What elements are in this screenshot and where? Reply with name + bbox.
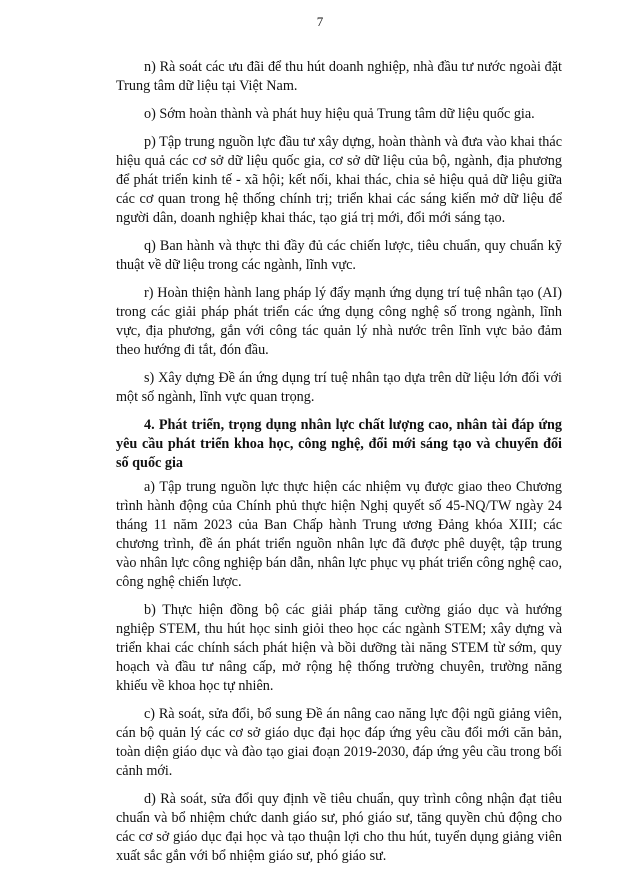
paragraph-o: o) Sớm hoàn thành và phát huy hiệu quả Trung tâm dữ liệu quốc gia. bbox=[144, 106, 535, 122]
document-body bbox=[116, 58, 562, 875]
paragraph-a: a) Tập trung nguồn lực thực hiện các nhiệm vụ được giao theo Chương trình hành động của Chính phủ thực hiện Nghị quyết số 45-NQ/TW ngày 24 tháng 11 năm 2023 của Ban Chấp hành Trung ương Đảng khóa XIII; các chương trình, đề án phát triển nguồn nhân lực đã được phê duyệt, tập trung vào nhân lực công nghiệp bán dẫn, nhân lực phục vụ phát triển công nghệ cao, công nghệ chiến lược. bbox=[116, 479, 562, 590]
paragraph-r: r) Hoàn thiện hành lang pháp lý đẩy mạnh ứng dụng trí tuệ nhân tạo (AI) trong các giải pháp phát triển các ứng dụng công nghệ số trong ngành, lĩnh vực, địa phương, gắn với công tác quản lý nhà nước trên lĩnh vực bảo đảm theo hướng đi tắt, đón đầu. bbox=[116, 285, 562, 358]
section-heading: 4. Phát triển, trọng dụng nhân lực chất lượng cao, nhân tài đáp ứng yêu cầu phát triển khoa học, công nghệ, đổi mới sáng tạo và chuyển đổi số quốc gia bbox=[116, 417, 562, 471]
page-number: 7 bbox=[316, 14, 324, 29]
paragraph-p: p) Tập trung nguồn lực đầu tư xây dựng, hoàn thành và đưa vào khai thác hiệu quả các cơ sở dữ liệu quốc gia, cơ sở dữ liệu của bộ, ngành, địa phương để phát triển kinh tế - xã hội; kết nối, khai thác, chia sẻ hiệu quả dữ liệu giữa các cơ quan trong hệ thống chính trị; triển khai các sáng kiến mở dữ liệu để người dân, doanh nghiệp khai thác, tạo giá trị mới, đổi mới sáng tạo. bbox=[116, 134, 562, 226]
paragraph-c: c) Rà soát, sửa đổi, bổ sung Đề án nâng cao năng lực đội ngũ giảng viên, cán bộ quản lý các cơ sở giáo dục đại học đáp ứng yêu cầu đổi mới căn bản, toàn diện giáo dục và đào tạo giai đoạn 2019-2030, đáp ứng yêu cầu trong bối cảnh mới. bbox=[116, 706, 562, 779]
paragraph-q: q) Ban hành và thực thi đầy đủ các chiến lược, tiêu chuẩn, quy chuẩn kỹ thuật về dữ liệu trong các ngành, lĩnh vực. bbox=[116, 238, 562, 273]
paragraph-n: n) Rà soát các ưu đãi để thu hút doanh nghiệp, nhà đầu tư nước ngoài đặt Trung tâm dữ liệu tại Việt Nam. bbox=[116, 59, 562, 94]
paragraph-s: s) Xây dựng Đề án ứng dụng trí tuệ nhân tạo dựa trên dữ liệu lớn đối với một số ngành, lĩnh vực quan trọng. bbox=[116, 370, 562, 405]
paragraph-b: b) Thực hiện đồng bộ các giải pháp tăng cường giáo dục và hướng nghiệp STEM, thu hút học sinh giỏi theo học các ngành STEM; xây dựng và triển khai các chính sách phát hiện và bồi dưỡng tài năng STEM từ sớm, quy hoạch và đầu tư nâng cấp, mở rộng hệ thống trường chuyên, trường năng khiếu về khoa học tự nhiên. bbox=[116, 602, 562, 694]
paragraph-d: d) Rà soát, sửa đổi quy định về tiêu chuẩn, quy trình công nhận đạt tiêu chuẩn và bổ nhiệm chức danh giáo sư, phó giáo sư, tăng quyền chủ động cho các cơ sở giáo dục đại học và tạo thuận lợi cho thu hút, tuyển dụng giảng viên xuất sắc gắn với bổ nhiệm giáo sư, phó giáo sư. bbox=[116, 791, 562, 864]
